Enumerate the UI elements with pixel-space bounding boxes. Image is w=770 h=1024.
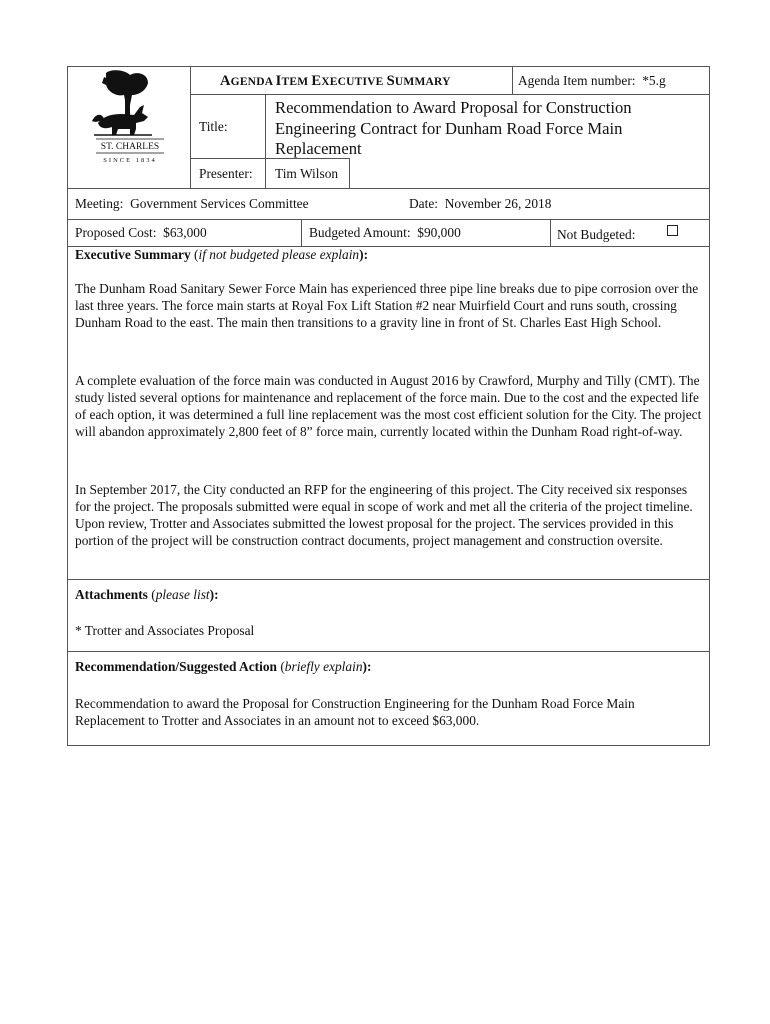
summary-paragraph-3: In September 2017, the City conducted an RFP for the engineering of this project. The City received six responses for the project. The proposals submitted were equal in scope of work and met all the criteria of the project timeline. Upon review, Trotter and Associates submitted the lowest proposal for the project. The services provided in this portion of the project will be construction contract documents, project management and construction oversite.	[75, 482, 693, 549]
executive-summary-heading: Executive Summary (if not budgeted please explain):	[75, 247, 369, 262]
budgeted-amount: Budgeted Amount: $90,000	[309, 225, 461, 240]
logo-since: SINCE 1834	[103, 157, 157, 164]
recommendation-text: Recommendation to award the Proposal for Construction Engineering for the Dunham Road Force Main Replacement to Trotter and Associates in an amount not to exceed $63,000.	[75, 696, 635, 729]
summary-paragraph-2: A complete evaluation of the force main was conducted in August 2016 by Crawford, Murphy and Tilly (CMT). The study listed several options for maintenance and replacement of the force main. Due to the cost and the expected life of each option, it was determined a full line replacement was the most cost efficient solution for the City. The project will abandon approximately 2,800 feet of 8” force main, currently located within the Dunham Road right-of-way.	[75, 373, 702, 440]
recommendation-heading: Recommendation/Suggested Action (briefly explain):	[75, 659, 372, 674]
fox-tree-emblem-icon	[90, 69, 174, 165]
attachment-item: * Trotter and Associates Proposal	[75, 623, 255, 638]
proposed-cost: Proposed Cost: $63,000	[75, 225, 207, 240]
not-budgeted-checkbox[interactable]	[667, 225, 678, 236]
title-label: Title:	[199, 119, 228, 134]
summary-paragraph-1: The Dunham Road Sanitary Sewer Force Main has experienced three pipe line breaks due to pipe corrosion over the last three years. The force main starts at Royal Fox Lift Station #2 near Muirfield Court and runs south, crossing Dunham Road to the east. The main then transitions to a gravity line in front of St. Charles East High School.	[75, 281, 699, 331]
meeting-date: Date: November 26, 2018	[409, 196, 552, 211]
st-charles-logo	[90, 69, 174, 165]
agenda-summary-form	[67, 66, 710, 746]
presenter-value: Tim Wilson	[275, 166, 339, 181]
form-heading: AGENDA ITEM EXECUTIVE SUMMARY	[220, 73, 451, 89]
agenda-item-number: Agenda Item number: *5.g	[518, 73, 666, 88]
title-value: Recommendation to Award Proposal for Construction Engineering Contract for Dunham Road Force Main Replacement	[275, 98, 632, 158]
presenter-label: Presenter:	[199, 166, 253, 181]
not-budgeted-label: Not Budgeted:	[557, 227, 636, 242]
attachments-heading: Attachments (please list):	[75, 587, 219, 602]
logo-name: ST. CHARLES	[100, 142, 160, 152]
meeting-row: Meeting: Government Services Committee	[75, 196, 309, 211]
